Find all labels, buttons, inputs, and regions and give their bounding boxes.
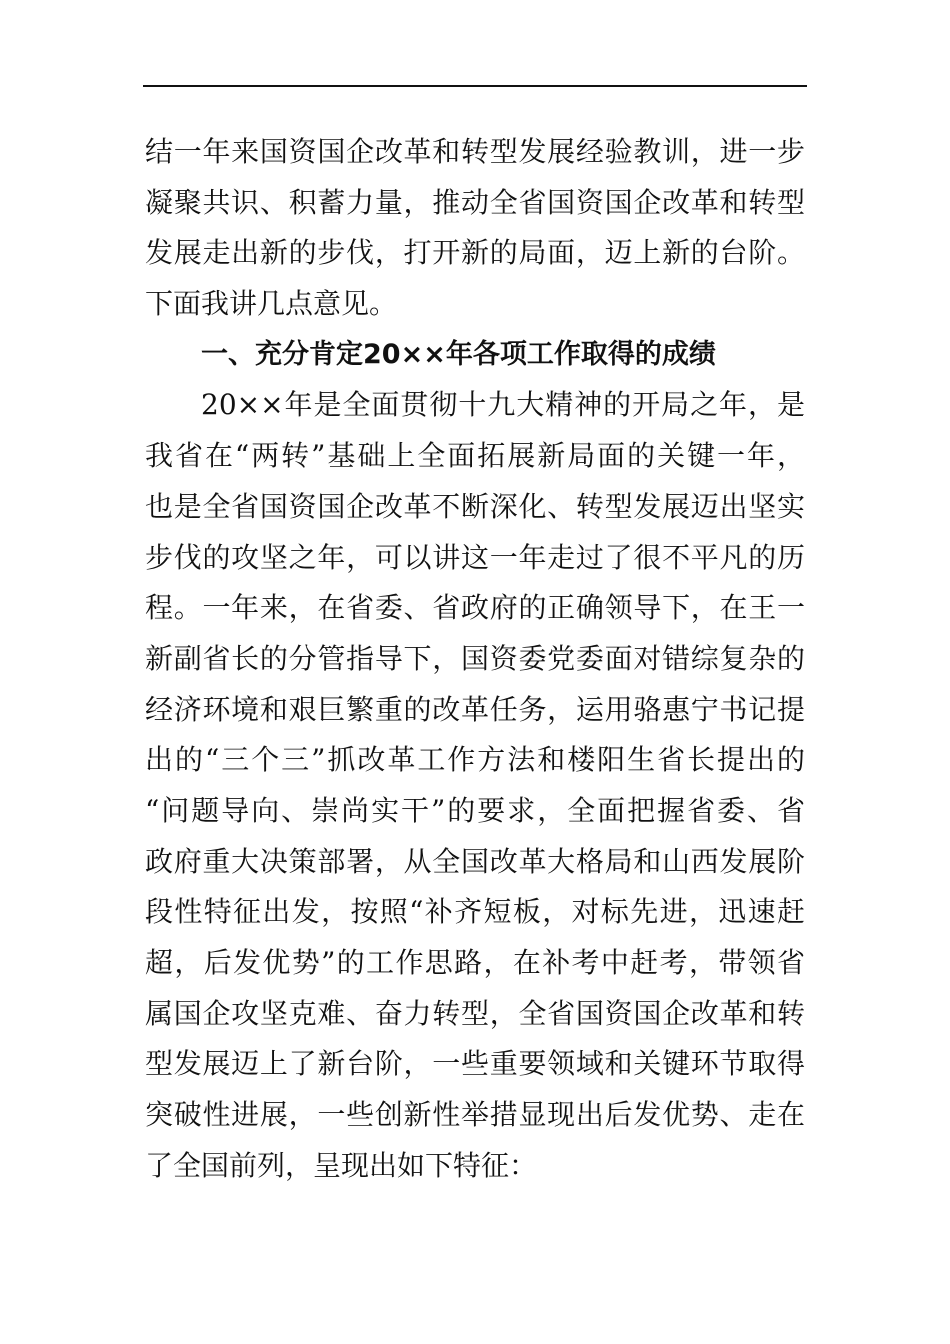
paragraph-line: 政府重大决策部署，从全国改革大格局和山西发展阶: [145, 844, 805, 878]
paragraph-line: 也是全省国资国企改革不断深化、转型发展迈出坚实: [145, 489, 805, 523]
paragraph-line: 下面我讲几点意见。: [145, 287, 398, 321]
paragraph-line: 突破性进展，一些创新性举措显现出后发优势、走在: [145, 1098, 805, 1132]
paragraph-line: 我省在“两转”基础上全面拓展新局面的关键一年，: [145, 439, 805, 473]
paragraph-line: 20××年是全面贯彻十九大精神的开局之年，是: [201, 388, 805, 422]
paragraph-line: “问题导向、崇尚实干”的要求，全面把握省委、省: [145, 793, 805, 827]
paragraph-line: 了全国前列，呈现出如下特征：: [145, 1148, 538, 1182]
paragraph-line: 超，后发优势”的工作思路，在补考中赶考，带领省: [145, 946, 805, 979]
paragraph-line: 凝聚共识、积蓄力量，推动全省国资国企改革和转型: [145, 185, 805, 219]
body-text: [145, 127, 805, 1191]
paragraph-line: 程。一年来，在省委、省政府的正确领导下，在王一: [145, 591, 805, 625]
paragraph-line: 段性特征出发，按照“补齐短板，对标先进，迅速赶: [145, 895, 805, 929]
paragraph-line: 型发展迈上了新台阶，一些重要领域和关键环节取得: [145, 1047, 805, 1081]
paragraph-line: 新副省长的分管指导下，国资委党委面对错综复杂的: [145, 641, 805, 675]
paragraph-line: 属国企攻坚克难、奋力转型，全省国资国企改革和转: [145, 996, 805, 1030]
paragraph-line: 结一年来国资国企改革和转型发展经验教训，进一步: [145, 135, 805, 168]
paragraph-line: 经济环境和艰巨繁重的改革任务，运用骆惠宁书记提: [145, 692, 805, 726]
paragraph-line: 步伐的攻坚之年，可以讲这一年走过了很不平凡的历: [145, 540, 805, 574]
paragraph-line: 出的“三个三”抓改革工作方法和楼阳生省长提出的: [145, 743, 805, 777]
header-rule: [143, 85, 807, 87]
paragraph-line: 发展走出新的步伐，打开新的局面，迈上新的台阶。: [145, 236, 805, 270]
section-heading: 一、充分肯定20××年各项工作取得的成绩: [201, 338, 716, 370]
